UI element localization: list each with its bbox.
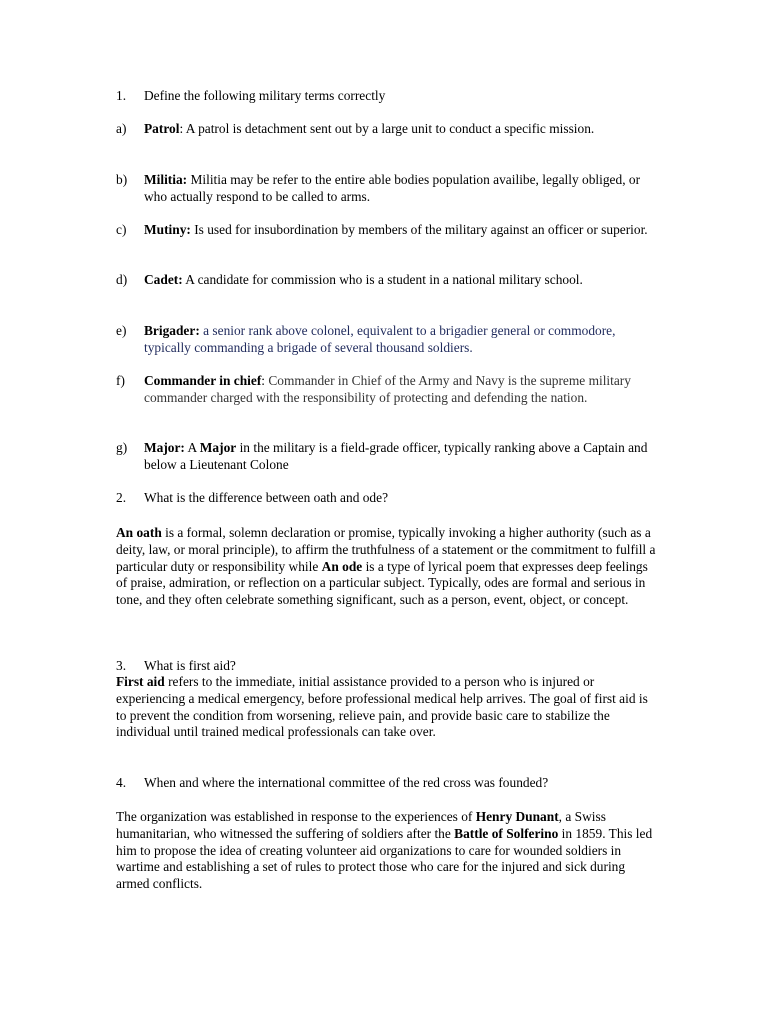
- term-definition: Brigader: a senior rank above colonel, equivalent to a brigadier general or commodore, typically commanding a brigade of several thousand soldiers.: [144, 323, 616, 355]
- term-definition: Militia: Militia may be refer to the entire able bodies population availibe, legally obliged, or who actually respond to be called to arms.: [144, 172, 641, 204]
- question-number: 4.: [116, 775, 127, 790]
- list-marker: b): [116, 172, 128, 187]
- term-definition: Patrol: A patrol is detachment sent out by a large unit to conduct a specific mission.: [144, 121, 595, 136]
- question-number: 1.: [116, 88, 127, 103]
- list-marker: a): [116, 121, 127, 136]
- question-2: [116, 490, 656, 507]
- question-text: Define the following military terms correctly: [144, 88, 386, 103]
- question-text: When and where the international committee of the red cross was founded?: [144, 775, 549, 790]
- answer-red-cross: The organization was established in response to the experiences of Henry Dunant, a Swiss humanitarian, who witnessed the suffering of soldiers after the Battle of Solferino in 1859. This led him to propose the idea of creating volunteer aid organizations to care for wounded soldiers in wartime and establishing a set of rules to protect those who care for the injured and sick during armed conflicts.: [116, 809, 653, 892]
- term-major: [116, 440, 656, 474]
- list-marker: c): [116, 222, 127, 237]
- term-label: Major:: [144, 440, 185, 455]
- term-commander-in-chief: [116, 373, 656, 407]
- question-text: What is the difference between oath and ode?: [144, 490, 389, 505]
- term-definition: Cadet: A candidate for commission who is a student in a national military school.: [144, 272, 583, 287]
- term-mutiny: [116, 222, 656, 239]
- question-1: [116, 88, 656, 105]
- list-marker: d): [116, 272, 128, 287]
- term-patrol: [116, 121, 656, 138]
- term-label: Mutiny:: [144, 222, 191, 237]
- list-marker: e): [116, 323, 127, 338]
- answer-oath-ode: An oath is a formal, solemn declaration or promise, typically invoking a higher authority (such as a deity, law, or moral principle), to affirm the truthfulness of a statement or the commitment to fulfill a particular duty or responsibility while An ode is a type of lyrical poem that expresses deep feelings of praise, admiration, or reflection on a particular subject. Typically, odes are formal and serious in tone, and they often celebrate something significant, such as a person, event, object, or concept.: [116, 525, 656, 608]
- answer-first-aid: First aid refers to the immediate, initial assistance provided to a person who is injured or experiencing a medical emergency, before professional medical help arrives. The goal of first aid is to prevent the condition from worsening, relieve pain, and provide basic care to stabilize the individual until trained medical professionals can take over.: [116, 674, 648, 740]
- list-marker: f): [116, 373, 125, 388]
- term-cadet: [116, 272, 656, 289]
- question-number: 3.: [116, 658, 127, 673]
- term-militia: [116, 172, 656, 206]
- term-label: Patrol: [144, 121, 180, 136]
- question-text: What is first aid?: [144, 658, 236, 673]
- list-marker: g): [116, 440, 128, 455]
- question-3: [116, 658, 656, 675]
- term-label: Brigader:: [144, 323, 200, 338]
- term-label: Militia:: [144, 172, 188, 187]
- term-definition: Major: A Major in the military is a field-grade officer, typically ranking above a Captain and below a Lieutenant Colone: [144, 440, 648, 472]
- term-definition: Mutiny: Is used for insubordination by members of the military against an officer or superior.: [144, 222, 648, 237]
- question-number: 2.: [116, 490, 127, 505]
- question-4: [116, 775, 656, 792]
- term-label: Commander in chief: [144, 373, 262, 388]
- term-brigader: [116, 323, 656, 357]
- term-label: Cadet:: [144, 272, 183, 287]
- term-definition: Commander in chief: Commander in Chief of the Army and Navy is the supreme military commander charged with the responsibility of protecting and defending the nation.: [144, 373, 631, 405]
